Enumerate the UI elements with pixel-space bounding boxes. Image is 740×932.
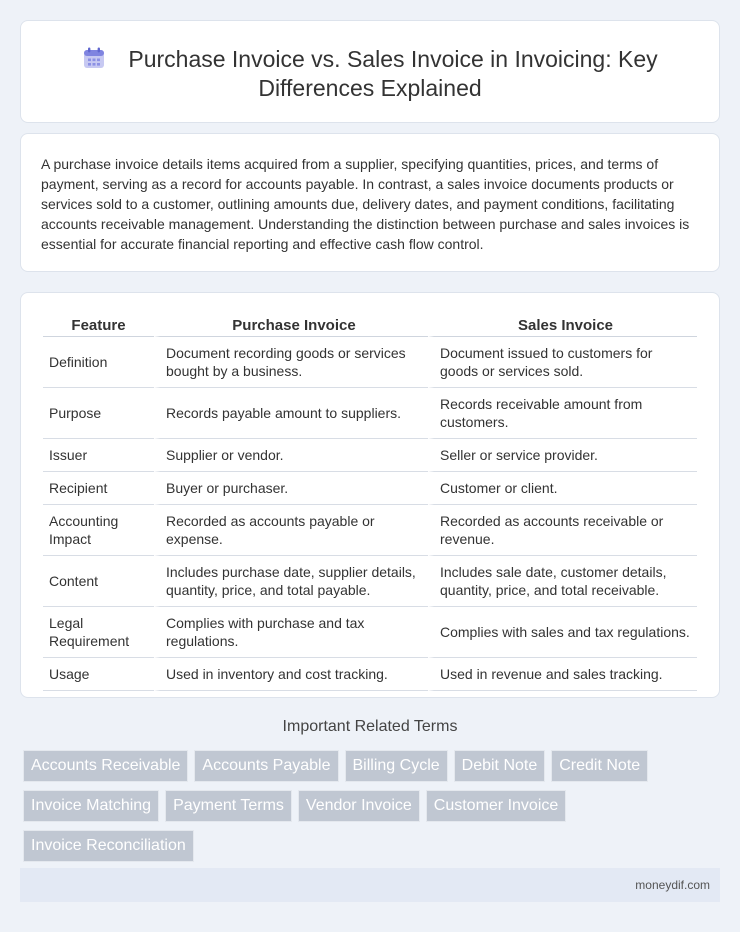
cell-purchase: Includes purchase date, supplier details, quantity, price, and total payable. [154,556,428,607]
intro-paragraph: A purchase invoice details items acquired from a supplier, specifying quantities, prices, and terms of payment, serving as a record for accounts payable. In contrast, a sales invoice documents products or services sold to a customer, outlining amounts due, delivery dates, and payment conditions, facilitating accounts receivable management. Understanding the distinction between purchase and sales invoices is essential for accurate financial reporting and effective cash flow control. [41,156,690,252]
tag-debit-note[interactable]: Debit Note [454,750,546,782]
cell-purchase: Records payable amount to suppliers. [154,388,428,439]
comparison-card [20,292,720,698]
tag-customer-invoice[interactable]: Customer Invoice [426,790,567,822]
tag-accounts-payable[interactable]: Accounts Payable [194,750,338,782]
footer-site[interactable]: moneydif.com [635,878,710,892]
title-card [20,20,720,123]
cell-feature: Definition [43,337,154,388]
related-terms-list [23,750,703,870]
table-row [43,658,697,691]
table-header-row [43,313,697,337]
footer [20,868,720,902]
cell-sales: Customer or client. [428,472,697,505]
intro-card [20,133,720,272]
calendar-icon [82,46,106,70]
table-row [43,556,697,607]
cell-feature: Purpose [43,388,154,439]
cell-sales: Document issued to customers for goods or services sold. [428,337,697,388]
cell-purchase: Buyer or purchaser. [154,472,428,505]
table-row [43,472,697,505]
cell-sales: Complies with sales and tax regulations. [428,607,697,658]
cell-sales: Records receivable amount from customers. [428,388,697,439]
tag-credit-note[interactable]: Credit Note [551,750,648,782]
tag-invoice-matching[interactable]: Invoice Matching [23,790,159,822]
table-row [43,505,697,556]
cell-purchase: Recorded as accounts payable or expense. [154,505,428,556]
table-row [43,607,697,658]
tag-accounts-receivable[interactable]: Accounts Receivable [23,750,188,782]
title-line-1: Purchase Invoice vs. Sales Invoice in Invoicing: Key [128,46,658,72]
header-purchase-invoice: Purchase Invoice [154,313,428,337]
cell-sales: Used in revenue and sales tracking. [428,658,697,691]
tag-invoice-reconciliation[interactable]: Invoice Reconciliation [23,830,194,862]
cell-purchase: Complies with purchase and tax regulations. [154,607,428,658]
page-title [21,45,719,103]
related-terms-heading: Important Related Terms [282,718,458,735]
tag-vendor-invoice[interactable]: Vendor Invoice [298,790,420,822]
tag-billing-cycle[interactable]: Billing Cycle [345,750,448,782]
cell-feature: Issuer [43,439,154,472]
cell-purchase: Used in inventory and cost tracking. [154,658,428,691]
table-row [43,337,697,388]
table-row [43,388,697,439]
comparison-table [43,313,697,691]
cell-feature: Content [43,556,154,607]
header-sales-invoice: Sales Invoice [428,313,697,337]
cell-sales: Recorded as accounts receivable or revenue. [428,505,697,556]
cell-feature: Accounting Impact [43,505,154,556]
cell-sales: Includes sale date, customer details, quantity, price, and total receivable. [428,556,697,607]
cell-feature: Recipient [43,472,154,505]
tag-payment-terms[interactable]: Payment Terms [165,790,292,822]
header-feature: Feature [43,313,154,337]
cell-feature: Usage [43,658,154,691]
cell-sales: Seller or service provider. [428,439,697,472]
cell-purchase: Supplier or vendor. [154,439,428,472]
cell-purchase: Document recording goods or services bought by a business. [154,337,428,388]
title-line-2: Differences Explained [258,75,482,101]
cell-feature: Legal Requirement [43,607,154,658]
table-row [43,439,697,472]
